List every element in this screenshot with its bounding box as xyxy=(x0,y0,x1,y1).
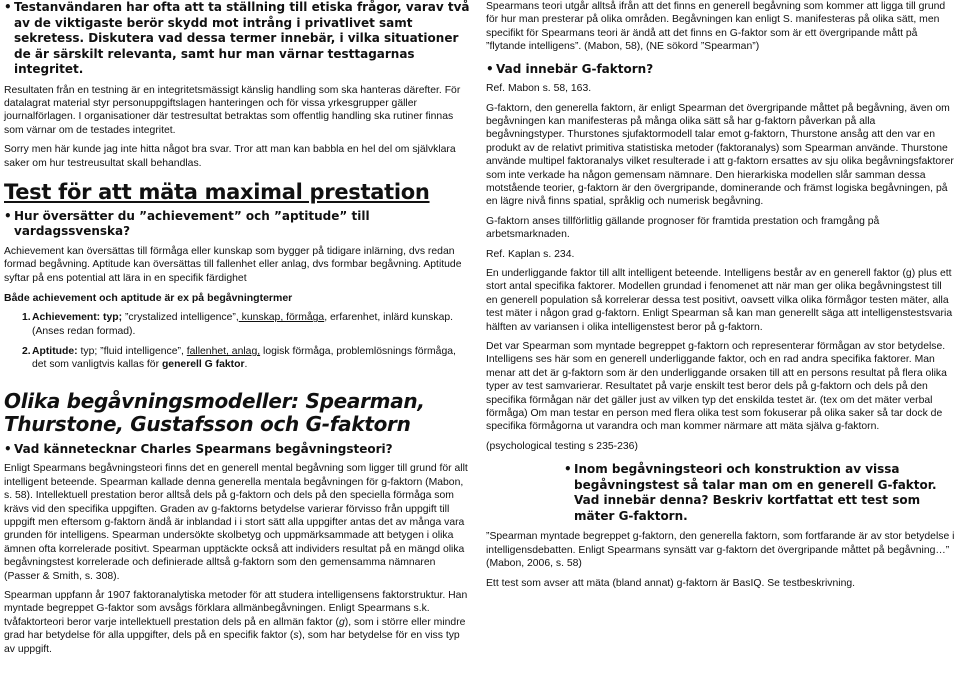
section-heading-maximal-performance: Test för att mäta maximal prestation xyxy=(4,179,430,204)
paragraph: ”Spearman myntade begreppet g-faktorn, den generella faktorn, som fortfarande är av stor betydelse i intelligensdebatten. Enligt Spearmans synsätt var g-faktorn det övergripande måttet på begåvning…” (Mabon, 2006, s. 58) xyxy=(486,531,955,570)
paragraph: G-faktorn anses tillförlitlig gällande prognoser för framtida prestation och framgång på arbetsmarknaden. xyxy=(486,215,880,241)
text-span: Spearman uppfann år 1907 faktoranalytiska metoder för att studera intelligensens faktorstruktur. Han myntade begreppet G-faktor som avsågs förklara allmänbegåvningen. Enligt Spearmans s.k. tvåfaktorteori beror varje intellektuell prestation dels på en allmän faktor ( xyxy=(4,589,468,628)
question-text: Testanvändaren har ofta att ta ställning till etiska frågor, varav två av de viktigaste berör skydd mot intrång i privatlivet samt sekretess. Diskutera vad dessa termer innebär, i vilka situationer de är särskilt relevanta, samt hur man värnar testtagarnas integritet. xyxy=(14,0,470,76)
italic-letter: s xyxy=(293,630,299,642)
reference: Ref. Kaplan s. 234. xyxy=(486,248,575,260)
bullet-dot-icon: • xyxy=(4,441,12,456)
left-column xyxy=(4,0,472,656)
right-column xyxy=(486,0,956,590)
term: Achievement: typ; xyxy=(32,312,123,324)
paragraph: G-faktorn, den generella faktorn, är enligt Spearman det övergripande måttet på begåvning, även om begåvningen kan manifesteras på många olika sätt så har g-faktorn påverkan på alla begåvningstyper. Thurstones sjufaktormodell talar emot g-faktorn, Thurstone ansåg att den var en produkt av de relativt primitiva statistiska metoder (faktoranalys) som Spearman använde. Thurstone använde multipel faktoranalys vilket resulterade i att g-faktorn ersattes av sju olika begåvningsfaktorer som inte verkade ha någon gemensam nämnare. Den hierarkiska modellen slår samman dessa motstående teorier, g-faktorn är den övergripande, dominerande och främst logiska begåvningen, på en lägre nivå finns spatial, språklig och numerisk begåvning. xyxy=(486,102,954,208)
text-span: typ; ”fluid intelligence”, xyxy=(77,345,187,357)
paragraph: Enligt Spearmans begåvningsteori finns det en generell mental begåvning som ligger till grund för allt intelligent beteende. Spearman kallade denna generella mentala begåvningen för g-faktorn (Mabon, s. 58). Intellektuell prestation beror alltså dels på g-faktorn och dels på den speciella förmåga som krävs vid den specifika uppgiften. Graden av g-faktorns betydelse varierar förvisso från uppgift till uppgift men eftersom g-faktorn ändå är inblandad i i stort sätt alla uppgifter antas det av många vara grunden för intelligens. Spearman undersökte skolbetyg och uppmärksammade att betygen i olika ämnen ofta korrelerade positivt. Spearman upptäckte också att individers resultat på en mängd olika begåvningstest korrelerade och definierade alltså g-faktorn som den gemensamma nämnaren (Passer & Smith, s. 308). xyxy=(4,463,468,582)
question-text: Inom begåvningsteori och konstruktion av vissa begåvningstest så talar man om en generell G-faktor. Vad innebär denna? Beskriv kortfattat ett test som mäter G-faktorn. xyxy=(574,462,937,523)
bullet-dot-icon: • xyxy=(4,208,12,223)
list-item xyxy=(4,345,472,372)
bullet-dot-icon: • xyxy=(564,462,572,477)
paragraph: Resultaten från en testning är en integritetsmässigt känslig handling som ska hanteras därefter. För datalagrat material styr personuppgiftslagen hanteringen och för vissa yrkesgrupper gäller journalförlagen. I organisationer där testresultat betraktas som offentlig handling ska rutiner finnas som värnar om de testades integritet. xyxy=(4,84,461,136)
list-item xyxy=(4,311,472,338)
paragraph: Ett test som avser att mäta (bland annat) g-faktorn är BasIQ. Se testbeskrivning. xyxy=(486,577,856,589)
bullet-dot-icon: • xyxy=(4,0,12,14)
italic-letter: g xyxy=(338,616,345,628)
list-number: 2. xyxy=(22,345,31,357)
paragraph: Det var Spearman som myntade begreppet g-faktorn och representerar förmågan av stor betydelse. Intelligens ses här som en generell underliggande faktor, och en rad andra specifika faktorer. Man menar att det är g-faktorn som är den underliggande orsaken till att en persons resultat på flera olika typer av test samvarierar. Resultatet på varje enskilt test beror dels på g-faktorn och dels på den specifika förmågan när det gäller just av vilken typ det enskilda testet är. (tex om det mäter verbal förmåga) Om man testar en person med flera olika test som fokuserar på olika saker så tar dock de specifika förmågorna ut varandra och man kommer närmare att mäta själva g-faktorn. xyxy=(486,341,947,433)
paragraph: Spearmans teori utgår alltså ifrån att det finns en generell begåvning som kommer att ligga till grund för hur man presterar på olika områden. Begåvningen kan enligt S. manifesteras på olika sätt, men specifikt för Spearmans teori är ändå att det finns en G-faktor som är ett övergripande mått på ”flytande intelligens”. (Mabon, 58), (NE sökord ”Spearman”) xyxy=(486,1,946,53)
paragraph: Sorry men här kunde jag inte hitta något bra svar. Tror att man kan babbla en hel del om självklara saker om hur testreusultat skall behandlas. xyxy=(4,144,456,169)
question-text: Vad innebär G-faktorn? xyxy=(496,61,654,76)
paragraph: En underliggande faktor till allt intelligent beteende. Intelligens består av en generell faktor (g) plus ett stort antal specifika faktorer. Modellen grundad i fenomenet att när man ger olika begåvningstest till en generell population så korrelerar dessa test positivt, oavsett vilka olika förmågor testen mäter, alla test mäter i någon grad g-faktorn. Enligt Spearman så kan man generellt säga att intelligenstestsvaria hälften av variansen i olika intelligenstest beror på g-faktorn. xyxy=(486,268,953,333)
list-number: 1. xyxy=(22,312,31,324)
paragraph: Achievement kan översättas till förmåga eller kunskap som bygger på tidigare inlärning, dvs redan formad begåvning. Aptitude kan översättas till fallenhet eller anlag, dvs formbar begåvning. Aptitude syftar på ens potential att lära in en specifik färdighet xyxy=(4,245,462,284)
section-heading-models: Olika begåvningsmodeller: Spearman, Thurstone, Gustafsson och G-faktorn xyxy=(4,388,425,436)
underlined-text: fallenhet, anlag, xyxy=(186,345,261,357)
underlined-text: kunskap, förmåga xyxy=(238,312,325,324)
term: Aptitude: xyxy=(32,345,78,357)
paragraph xyxy=(4,589,472,656)
text-span: , erfarenhet, inlärd kunskap. (Anses redan formad). xyxy=(32,312,454,337)
text-span: . xyxy=(244,359,248,371)
question-bullet-gfactor xyxy=(486,62,956,78)
question-bullet-g-test xyxy=(564,462,956,524)
reference: Ref. Mabon s. 58, 163. xyxy=(486,83,592,95)
bullet-dot-icon: • xyxy=(486,61,494,76)
text-span: ), som har betydelse för en viss typ av uppgift. xyxy=(4,630,460,655)
question-text: Hur översätter du ”achievement” och ”aptitude” till vardagssvenska? xyxy=(14,208,370,239)
bold-text: generell G faktor xyxy=(161,359,245,371)
question-text: Vad kännetecknar Charles Spearmans begåvningsteori? xyxy=(14,441,393,456)
question-bullet-achievement xyxy=(4,209,472,240)
question-bullet-spearman xyxy=(4,442,472,458)
text-span: ”crystalized intelligence”, xyxy=(122,312,239,324)
reference: (psychological testing s 235-236) xyxy=(486,440,638,452)
question-bullet-ethics xyxy=(4,0,472,78)
subheading: Både achievement och aptitude är ex på begåvningtermer xyxy=(4,292,293,305)
text-span: ), som i större eller mindre grad har betydelse för alla uppgifter, dels på en specifik faktor ( xyxy=(4,616,466,642)
text-span: logisk förmåga, problemlösnings förmåga, det som vanligtvis kallas för xyxy=(32,345,456,371)
